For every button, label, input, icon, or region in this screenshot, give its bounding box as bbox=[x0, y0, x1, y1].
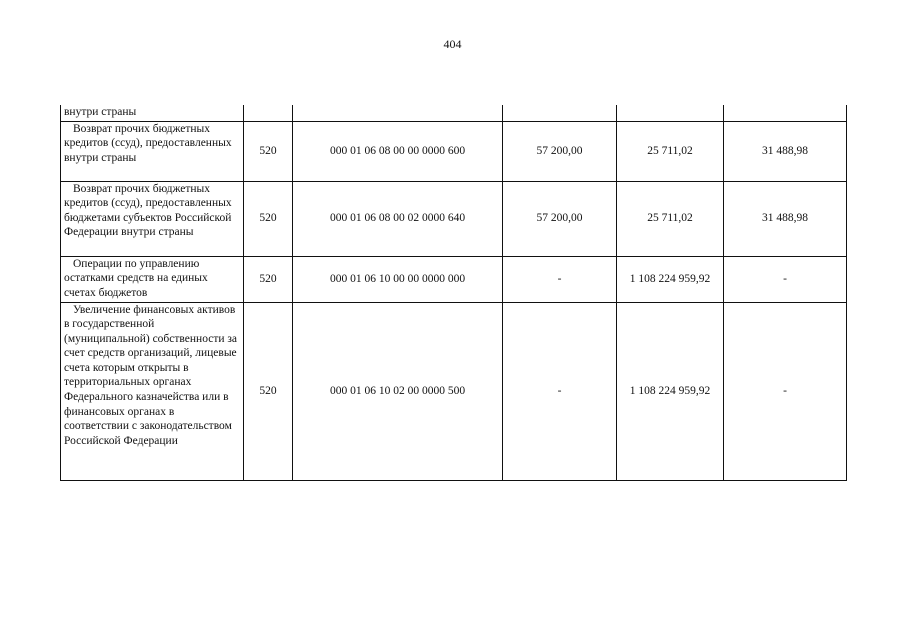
table-row bbox=[61, 302, 847, 480]
row-code-cell: 520 bbox=[244, 121, 293, 181]
table-row bbox=[61, 121, 847, 181]
row-kbk-cell: 000 01 06 08 00 02 0000 640 bbox=[293, 181, 503, 256]
row-name-cell bbox=[61, 105, 244, 121]
row-name: Операции по управлению остатками средств на единых счетах бюджетов bbox=[64, 257, 208, 299]
row-kbk-cell: 000 01 06 08 00 00 0000 600 bbox=[293, 121, 503, 181]
table-row bbox=[61, 181, 847, 256]
row-unexecuted-cell bbox=[724, 105, 847, 121]
row-executed-cell: 1 108 224 959,92 bbox=[617, 302, 724, 480]
row-unexecuted-cell: - bbox=[724, 256, 847, 302]
budget-sources-table bbox=[60, 105, 847, 481]
row-executed-cell bbox=[617, 105, 724, 121]
row-code-cell: 520 bbox=[244, 181, 293, 256]
row-name-cell bbox=[61, 302, 244, 480]
row-approved-cell bbox=[503, 105, 617, 121]
row-executed-cell: 25 711,02 bbox=[617, 181, 724, 256]
row-name: внутри страны bbox=[64, 106, 137, 118]
row-code-cell: 520 bbox=[244, 256, 293, 302]
row-name: Увеличение финансовых активов в государственной (муниципальной) собственности за счет средств организаций, лицевые счета которым открыты в территориальных органах Федерального казначейства или в финансовых органах в соответствии с законодательством Российской Федерации bbox=[64, 303, 238, 447]
table-row bbox=[61, 105, 847, 121]
page-number: 404 bbox=[443, 37, 462, 51]
row-kbk-cell: 000 01 06 10 00 00 0000 000 bbox=[293, 256, 503, 302]
row-name: Возврат прочих бюджетных кредитов (ссуд), предоставленных бюджетами субъектов Российской Федерации внутри страны bbox=[64, 182, 232, 239]
row-approved-cell: 57 200,00 bbox=[503, 181, 617, 256]
row-approved-cell: - bbox=[503, 302, 617, 480]
row-code-cell: 520 bbox=[244, 302, 293, 480]
row-name: Возврат прочих бюджетных кредитов (ссуд), предоставленных внутри страны bbox=[64, 122, 232, 164]
row-executed-cell: 1 108 224 959,92 bbox=[617, 256, 724, 302]
row-kbk-cell: 000 01 06 10 02 00 0000 500 bbox=[293, 302, 503, 480]
row-unexecuted-cell: 31 488,98 bbox=[724, 121, 847, 181]
row-kbk-cell bbox=[293, 105, 503, 121]
table-row bbox=[61, 256, 847, 302]
row-name-cell bbox=[61, 256, 244, 302]
row-approved-cell: - bbox=[503, 256, 617, 302]
row-code-cell bbox=[244, 105, 293, 121]
row-unexecuted-cell: 31 488,98 bbox=[724, 181, 847, 256]
row-executed-cell: 25 711,02 bbox=[617, 121, 724, 181]
row-name-cell bbox=[61, 181, 244, 256]
row-name-cell bbox=[61, 121, 244, 181]
row-unexecuted-cell: - bbox=[724, 302, 847, 480]
row-approved-cell: 57 200,00 bbox=[503, 121, 617, 181]
